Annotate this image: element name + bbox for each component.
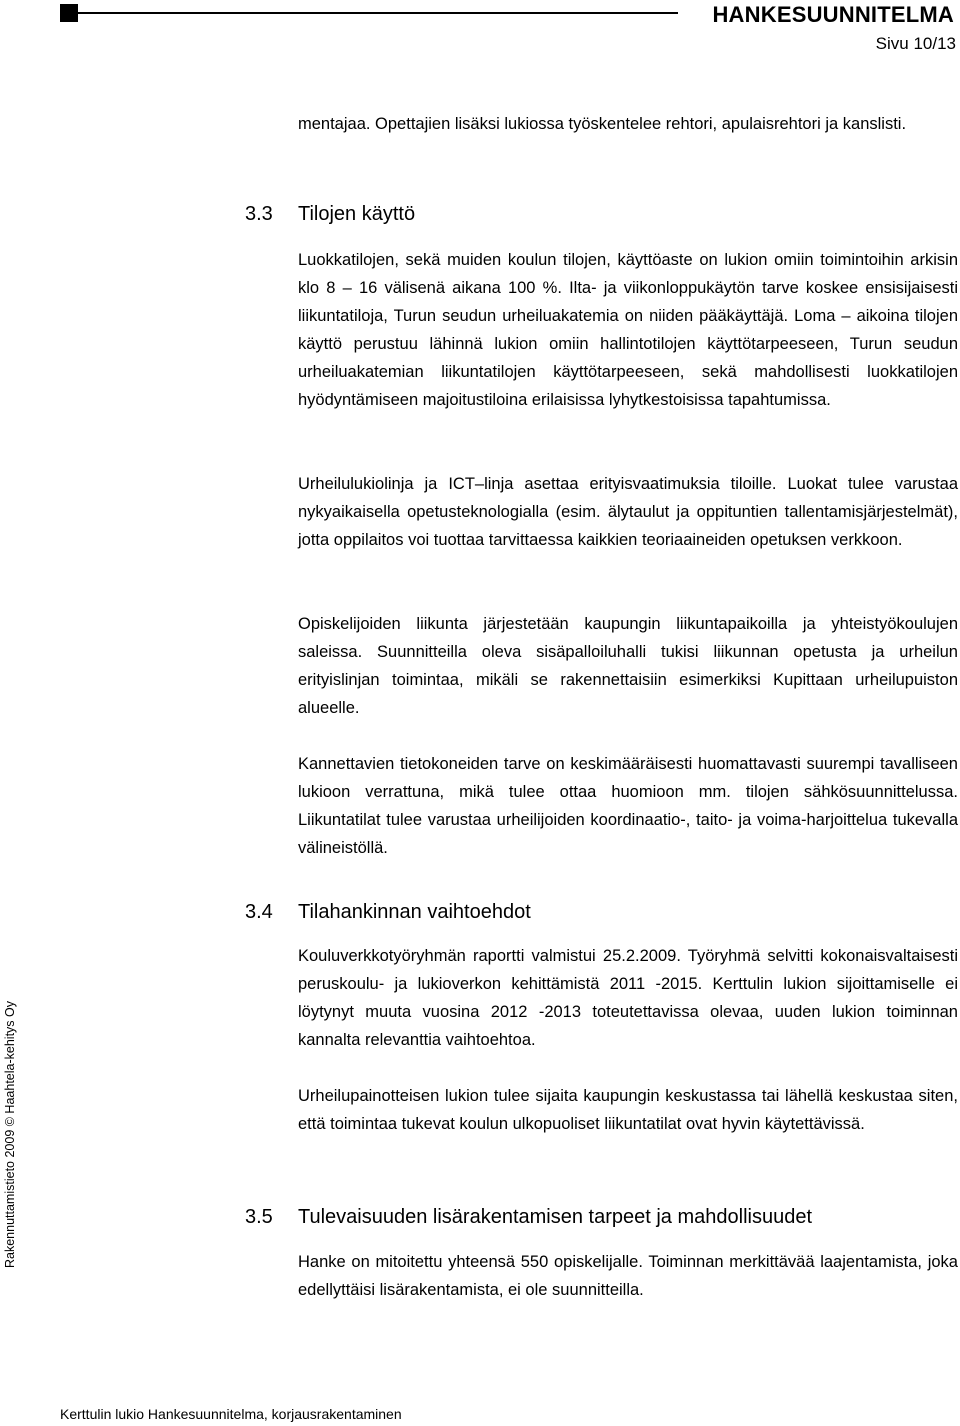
vertical-copyright-text: Rakennuttamistieto 2009 © Haahtela-kehitys Oy — [3, 1001, 17, 1268]
document-title: HANKESUUNNITELMA — [712, 2, 954, 27]
section-number: 3.4 — [245, 901, 273, 923]
paragraph: Urheilulukiolinja ja ICT–linja asettaa erityisvaatimuksia tiloille. Luokat tulee varustaa nykyaikaisella opetusteknologialla (esim. älytaulut ja oppituntien tallentamisjärjestelmät), jotta oppilaitos voi tuottaa tarvittaessa kaikkien teoriaaineiden opetuksen verkkoon. — [298, 475, 958, 549]
section-heading-3-3 — [245, 203, 415, 226]
section-title: Tilahankinnan vaihtoehdot — [298, 901, 531, 923]
section-title: Tilojen käyttö — [298, 203, 416, 225]
header-rule — [78, 12, 678, 14]
section-title: Tulevaisuuden lisärakentamisen tarpeet ja mahdollisuudet — [298, 1206, 813, 1228]
section-heading-3-5 — [245, 1206, 812, 1229]
paragraph: Opiskelijoiden liikunta järjestetään kaupungin liikuntapaikoilla ja yhteistyökoulujen saleissa. Suunnitteilla oleva sisäpalloiluhalli tukisi liikunnan opetusta ja urheilun erityislinjan toimintaa, mikäli se rakennettaisiin esimerkiksi Kupittaan urheilupuiston alueelle. — [298, 615, 958, 717]
paragraph: Hanke on mitoitettu yhteensä 550 opiskelijalle. Toiminnan merkittävää laajentamista, joka edellyttäisi lisärakentamista, ei ole suunnitteilla. — [298, 1253, 958, 1299]
section-number: 3.5 — [245, 1206, 273, 1228]
paragraph: Urheilupainotteisen lukion tulee sijaita kaupungin keskustassa tai lähellä keskustaa siten, että toimintaa tukevat koulun ulkopuoliset liikuntatilat ovat hyvin käytettävissä. — [298, 1087, 958, 1133]
intro-paragraph: mentajaa. Opettajien lisäksi lukiossa työskentelee rehtori, apulaisrehtori ja kanslisti. — [298, 115, 907, 133]
header-square-mark — [60, 4, 78, 22]
section-heading-3-4 — [245, 901, 531, 924]
paragraph: Kouluverkkotyöryhmän raportti valmistui 25.2.2009. Työryhmä selvitti kokonaisvaltaisesti peruskoulu- ja lukioverkon kehittämistä 2011 -2015. Kerttulin lukion sijoittamiselle ei löytynyt muuta vuosina 2012 -2013 toteutettavissa olevaa, uuden lukion toiminnan kannalta relevanttia vaihtoehtoa. — [298, 947, 958, 1049]
page-number: Sivu 10/13 — [875, 34, 956, 53]
footer-text: Kerttulin lukio Hankesuunnitelma, korjausrakentaminen — [60, 1406, 402, 1422]
paragraph: Kannettavien tietokoneiden tarve on keskimääräisesti huomattavasti suurempi tavalliseen lukioon verrattuna, mikä tulee ottaa huomioon mm. tilojen sähkösuunnittelussa. Liikuntatilat tulee varustaa urheilijoiden koordinaatio-, taito- ja voima-harjoittelua tukevalla välineistöllä. — [298, 755, 958, 857]
section-number: 3.3 — [245, 203, 273, 225]
paragraph: Luokkatilojen, sekä muiden koulun tilojen, käyttöaste on lukion omiin toimintoihin arkisin klo 8 – 16 välisenä aikana 100 %. Ilta- ja viikonloppukäytön tarve koskee ensisijaisesti liikuntatiloja, Turun seudun urheiluakatemia on niiden pääkäyttäjä. Loma – aikoina tilojen käyttö perustuu lähinnä lukion omiin hallintotilojen käyttötarpeeseen, Turun seudun urheiluakatemian liikuntatilojen käyttötarpeeseen, sekä mahdollisesti luokkatilojen hyödyntämiseen majoitustiloina erilaisissa lyhytkestoisissa tapahtumissa. — [298, 251, 958, 409]
